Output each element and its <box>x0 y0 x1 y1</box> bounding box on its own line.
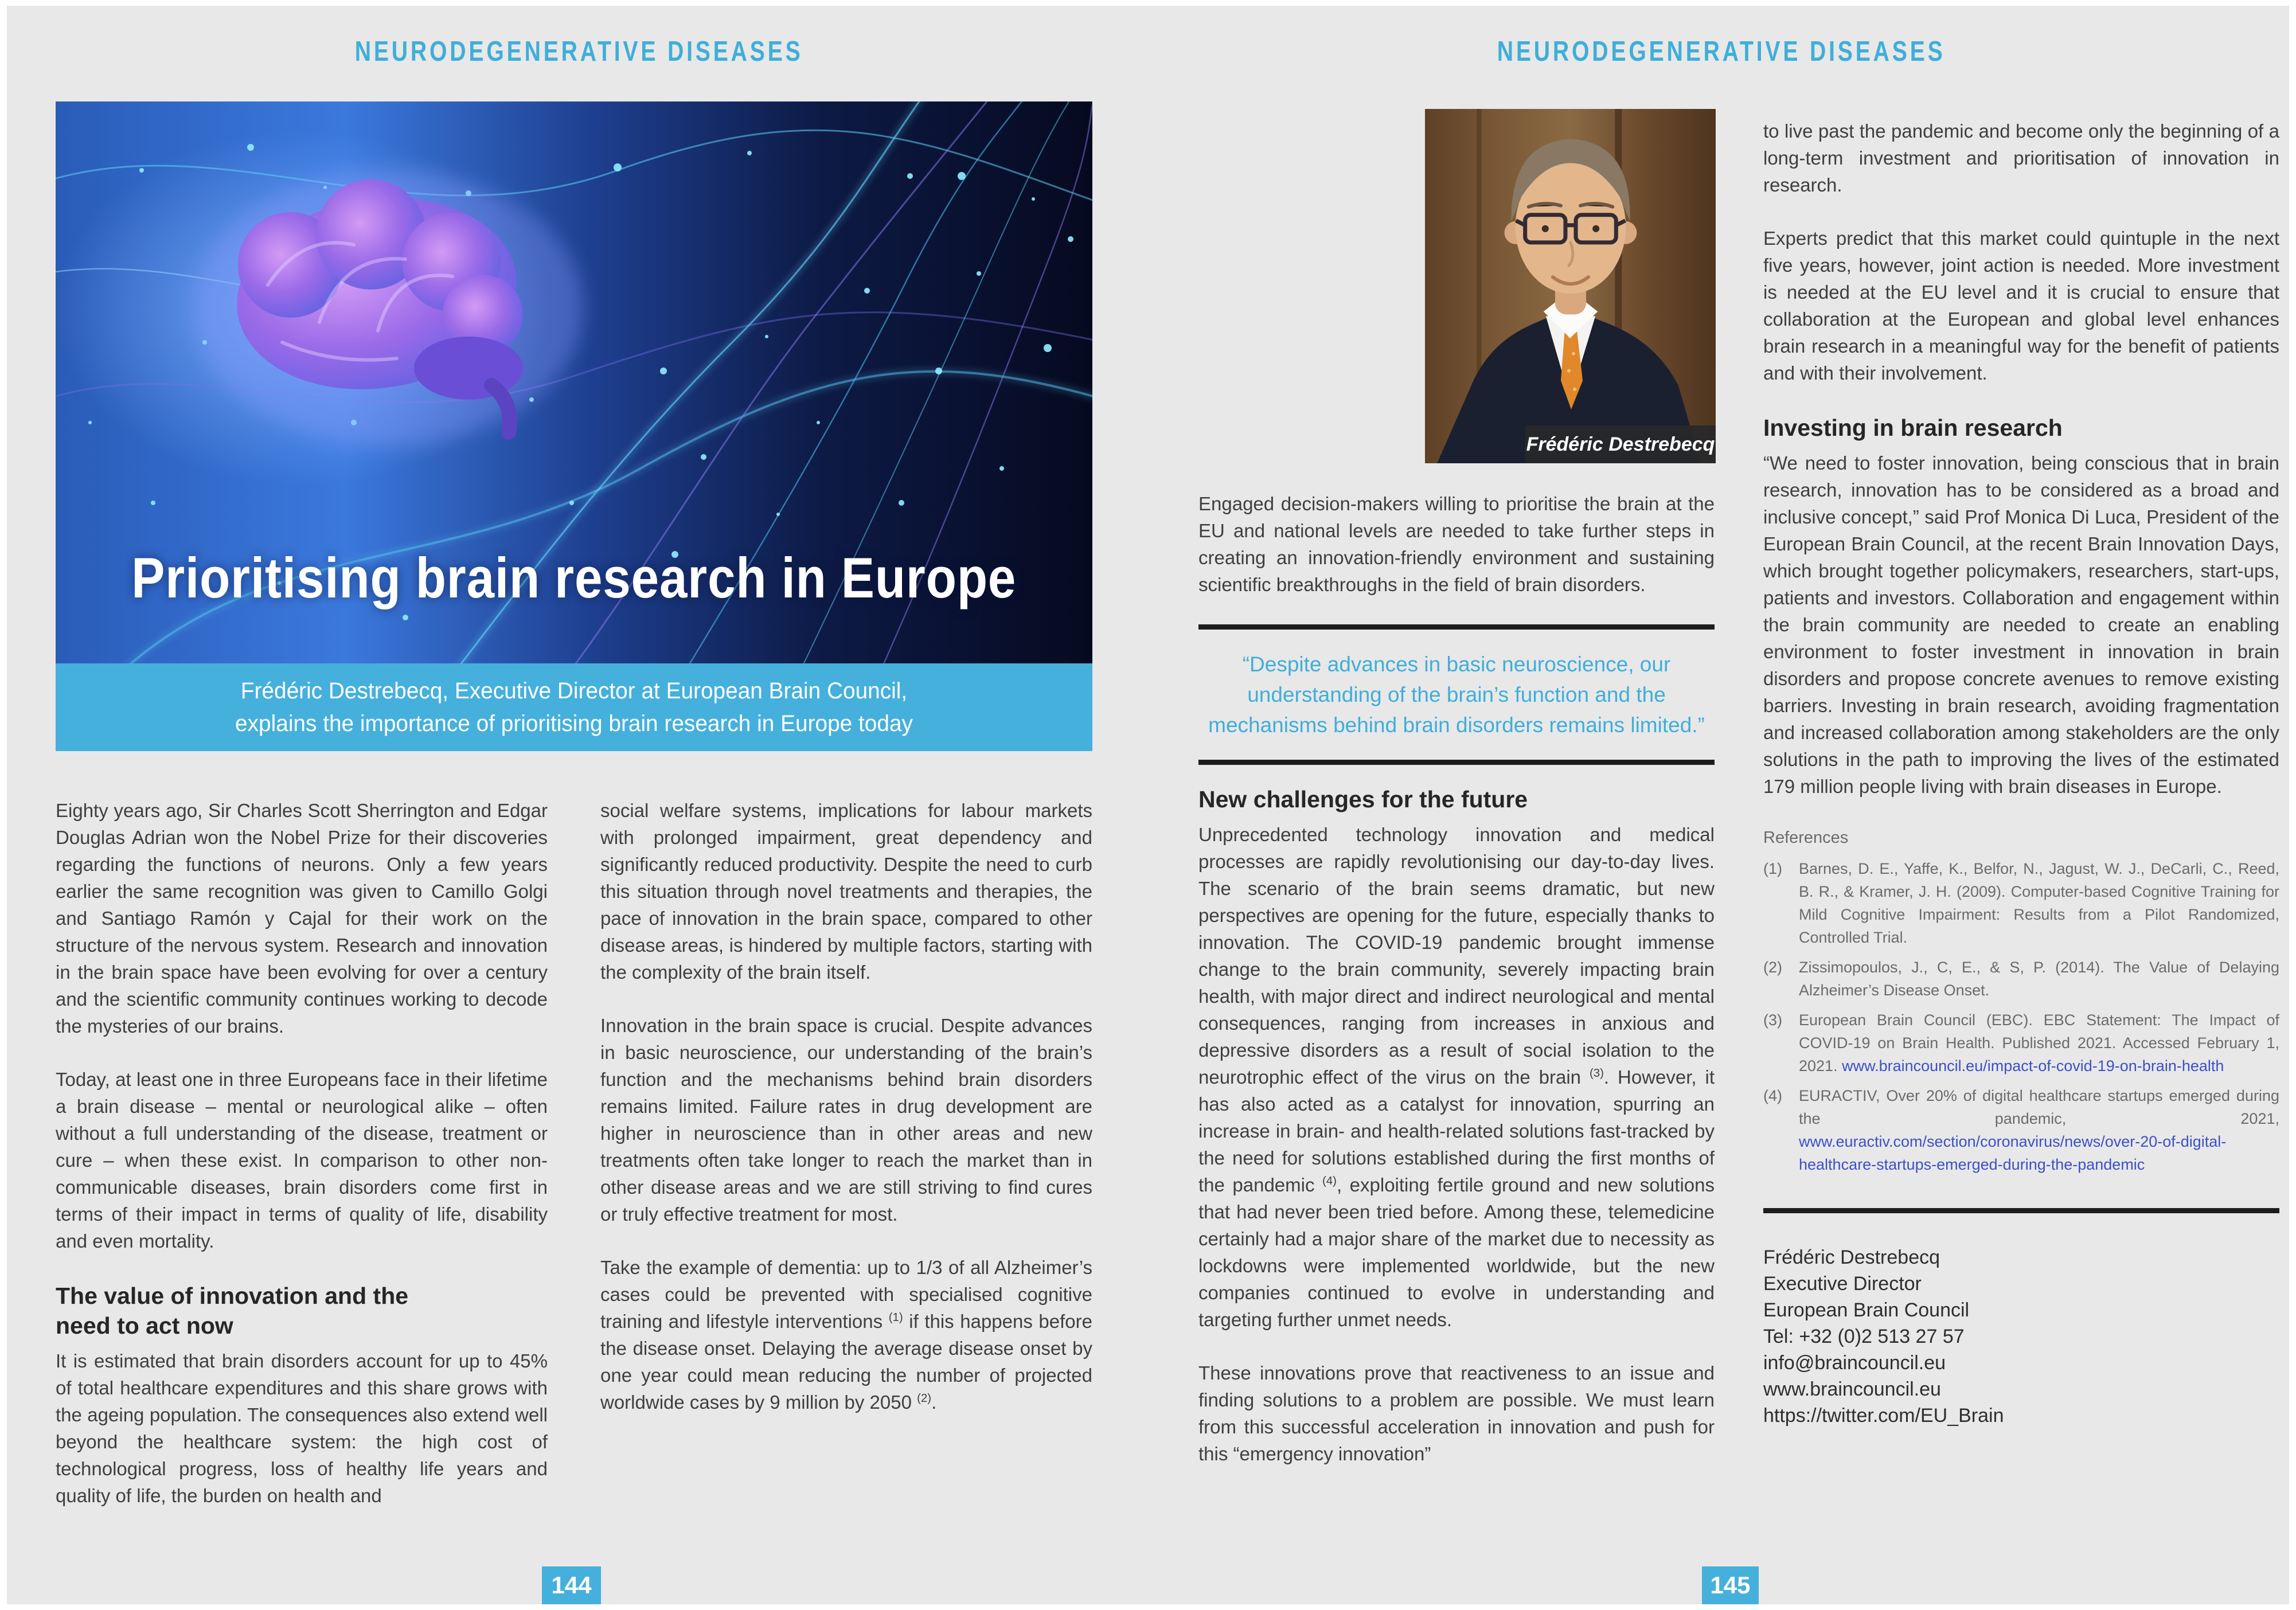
hero-subtitle-line2: explains the importance of prioritising brain research in Europe today <box>235 710 913 736</box>
reference-item <box>1763 1084 2279 1176</box>
reference-number: (4) <box>1763 1087 1782 1104</box>
paragraph: “We need to foster innovation, being conscious that in brain research, innovation has to be considered as a broad and inclusive concept,” said Prof Monica Di Luca, President of the European Brain Council, at the recent Brain Innovation Days, which brought together policymakers, researchers, start-ups, patients and investors. Collaboration and engagement within the brain community are needed to create an enabling environment to foster investment in innovation in brain disorders and propose concrete avenues to remove existing barriers. Investing in brain research, avoiding fragmentation and increased collaboration among stakeholders are the only solutions in the path to improving the lives of the estimated 179 million people living with brain diseases in Europe. <box>1763 452 2279 797</box>
reference-item <box>1763 1009 2279 1077</box>
paragraph: Today, at least one in three Europeans face in their lifetime a brain disease – mental or neurological alike – often without a full understanding of the disease, treatment or cure – when these exist. In comparison to other non-communicable diseases, brain disorders come first in terms of their impact in terms of quality of life, disability and even mortality. <box>56 1069 548 1252</box>
hero-subtitle-line1: Frédéric Destrebecq, Executive Director at European Brain Council, <box>240 678 908 704</box>
reference-text: Barnes, D. E., Yaffe, K., Belfor, N., Jagust, W. J., DeCarli, C., Reed, B. R., & Kramer, J. H. (2009). Computer-based Cognitive Training for Mild Cognitive Impairment: Results from a Pilot Randomized, Controlled Trial. <box>1799 860 2279 946</box>
references-label: References <box>1763 829 1849 847</box>
heading-value-of-innovation: The value of innovation and the need to act now <box>56 1283 409 1339</box>
reference-number: (2) <box>1763 959 1782 976</box>
paragraph: to live past the pandemic and become only the beginning of a long-term investment and prioritisation of innovation in research. <box>1763 120 2279 196</box>
portrait-photo <box>1425 109 1716 463</box>
contact-website: www.braincouncil.eu <box>1763 1378 1941 1400</box>
heading-investing: Investing in brain research <box>1763 415 2063 441</box>
paragraph: Engaged decision-makers willing to prioritise the brain at the EU and national levels are needed to take further steps in creating an innovation-friendly environment and sustaining scientific breakthroughs in the field of brain disorders. <box>1198 493 1715 595</box>
paragraph: Eighty years ago, Sir Charles Scott Sherrington and Edgar Douglas Adrian won the Nobel Prize for their discoveries regarding the functions of neurons. Only a few years earlier the same recognition was given to Camillo Golgi and Santiago Ramón y Cajal for their work on the structure of the nervous system. Research and innovation in the brain space have been evolving for over a century and the scientific community continues working to decode the mysteries of our brains. <box>56 800 548 1037</box>
reference-text: EURACTIV, Over 20% of digital healthcare startups emerged during the pandemic, 2021, www.euractiv.com/section/coronavirus/news/over-20-of-digital-healthcare-startups-emerged-during-the-pandemic <box>1799 1087 2279 1173</box>
contact-organisation: European Brain Council <box>1763 1299 1970 1321</box>
paragraph: It is estimated that brain disorders account for up to 45% of total healthcare expenditures and this share grows with the ageing population. The consequences also extend well beyond the healthcare system: the high cost of technological progress, loss of healthy life years and quality of life, the burden on health and <box>56 1350 548 1506</box>
hero-image <box>56 101 1092 663</box>
reference-number: (1) <box>1763 860 1782 877</box>
reference-text: European Brain Council (EBC). EBC Statement: The Impact of COVID-19 on Brain Health. Published 2021. Accessed February 1, 2021. www.braincouncil.eu/impact-of-covid-19-on-brain-health <box>1799 1011 2279 1074</box>
reference-item <box>1763 857 2279 949</box>
contact-block <box>1763 1244 2279 1429</box>
right-page-column-b <box>1763 118 2279 1429</box>
page-number-badge-145: 145 <box>1702 1566 1759 1604</box>
contact-name: Frédéric Destrebecq <box>1763 1246 1940 1268</box>
left-page-column-1 <box>56 797 548 1509</box>
paragraph: social welfare systems, implications for labour markets with prolonged impairment, great dependency and significantly reduced productivity. Despite the need to curb this situation through novel treatments and therapies, the pace of innovation in the brain space, compared to other disease areas, is hindered by multiple factors, starting with the complexity of the brain itself. <box>600 800 1092 983</box>
contact-phone: Tel: +32 (0)2 513 27 57 <box>1763 1326 1965 1347</box>
magazine-spread <box>7 6 2289 1604</box>
photo-caption: Frédéric Destrebecq <box>1525 425 1716 463</box>
pull-quote: “Despite advances in basic neuroscience, our understanding of the brain’s function and the mechanisms behind brain disorders remains limited.” <box>1208 652 1705 737</box>
section-header-right-text: NEURODEGENERATIVE DISEASES <box>1497 36 1946 67</box>
contact-twitter: https://twitter.com/EU_Brain <box>1763 1405 2004 1427</box>
paragraph: Take the example of dementia: up to 1/3 of all Alzheimer’s cases could be prevented with specialised cognitive training and lifestyle interventions $^{(1)}$ if this happens before the disease onset. Delaying the average disease onset by one year could mean reducing the number of projected worldwide cases by 9 million by 2050 $^{(2)}$. <box>600 1257 1092 1413</box>
reference-text: Zissimopoulos, J., C, E., & S, P. (2014). The Value of Delaying Alzheimer’s Disease Onset. <box>1799 959 2279 999</box>
hero-subtitle-bar <box>56 663 1092 751</box>
reference-link[interactable]: www.braincouncil.eu/impact-of-covid-19-on-brain-health <box>1842 1057 2224 1074</box>
reference-number: (3) <box>1763 1011 1782 1029</box>
portrait-illustration <box>1425 109 1716 463</box>
section-header-left <box>7 36 1151 68</box>
section-header-left-text: NEURODEGENERATIVE DISEASES <box>354 36 803 67</box>
paragraph: These innovations prove that reactiveness to an issue and finding solutions to a problem are possible. We must learn from this successful acceleration in innovation and push for this “emergency innovation” <box>1198 1362 1715 1464</box>
hero-title: Prioritising brain research in Europe <box>131 546 1017 609</box>
divider-rule <box>1763 1208 2279 1213</box>
right-page-column-a <box>1198 490 1715 1467</box>
references <box>1763 826 2279 1176</box>
left-page-column-2 <box>600 797 1092 1416</box>
heading-new-challenges: New challenges for the future <box>1198 786 1528 812</box>
paragraph: Unprecedented technology innovation and medical processes are rapidly revolutionising our day-to-day lives. The scenario of the brain seems dramatic, but new perspectives are opening for the future, especially thanks to innovation. The COVID-19 pandemic brought immense change to the brain community, severely impacting brain health, with major direct and indirect neurological and mental consequences, ranging from increases in anxious and depressive disorders as a result of social isolation to the neurotrophic effect of the virus on the brain $^{(3)}$. However, it has also acted as a catalyst for innovation, spurring an increase in brain- and health-related solutions fast-tracked by the need for solutions established during the first months of the pandemic $^{(4)}$, exploiting fertile ground and new solutions that had never been tried before. Among these, telemedicine certainly had a major share of the market due to necessity as lockdowns were implemented worldwide, but the new companies continued to evolve in understanding and targeting further unmet needs. <box>1198 824 1715 1330</box>
reference-item <box>1763 956 2279 1002</box>
paragraph: Innovation in the brain space is crucial. Despite advances in basic neuroscience, our understanding of the brain’s function and the mechanisms behind brain disorders remains limited. Failure rates in drug development are higher in neuroscience than in other areas and new treatments often take longer to reach the market than in other disease areas and we are still striving to find cures or truly effective treatment for most. <box>600 1015 1092 1225</box>
divider-rule <box>1198 760 1715 765</box>
contact-role: Executive Director <box>1763 1273 1922 1295</box>
paragraph: Experts predict that this market could quintuple in the next five years, however, joint action is needed. More investment is needed at the EU level and it is crucial to ensure that collaboration at the European and global level enhances brain research in a meaningful way for the benefit of patients and with their involvement. <box>1763 228 2279 384</box>
page-number-badge-144: 144 <box>542 1566 601 1604</box>
section-header-right <box>1154 36 2289 68</box>
contact-email: info@braincouncil.eu <box>1763 1352 1946 1374</box>
reference-link[interactable]: www.euractiv.com/section/coronavirus/news/over-20-of-digital-healthcare-startups-emerged-during-the-pandemic <box>1799 1133 2227 1173</box>
divider-rule <box>1198 624 1715 630</box>
